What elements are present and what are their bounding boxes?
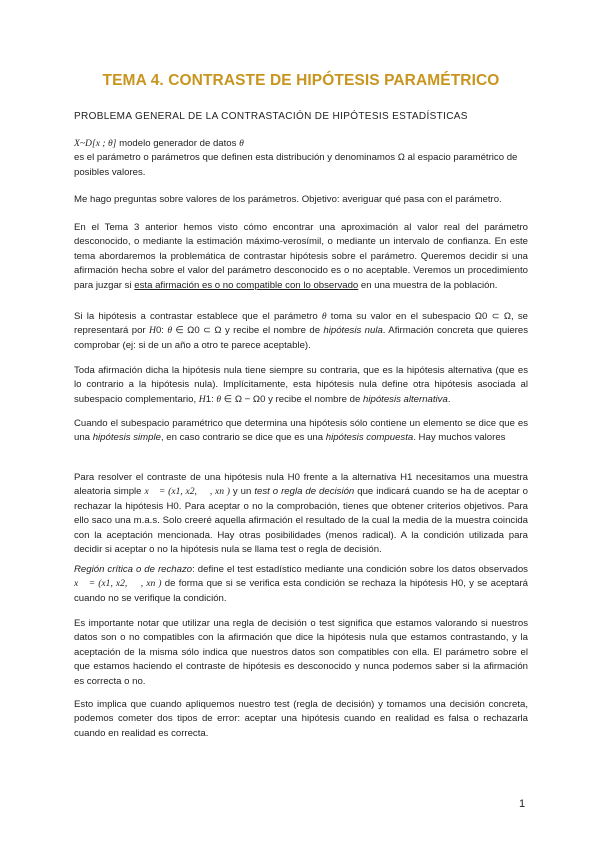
null-text-e: . Afirmación concreta que quieres comprobar (ej: si de un año a otro te parece aceptable). — [74, 325, 528, 351]
model-description: es el parámetro o parámetros que definen esta distribución y denominamos Ω al espacio paramétrico de posibles valores. — [74, 152, 518, 178]
page-number: 1 — [519, 798, 526, 810]
rule-text-b: y un — [229, 486, 255, 498]
null-theta-2: θ — [167, 325, 173, 337]
paragraph-error-types: Esto implica que cuando apliquemos nuestro test (regla de decisión) y tomamos una decisión concreta, podemos cometer dos tipos de error: aceptar una hipótesis cuando en realidad es falsa o rechazarla cuando en realidad es correcta. — [74, 699, 528, 739]
composite-term: hipótesis compuesta — [325, 432, 414, 444]
critical-text-b: de forma que si se verifica esta condición se rechaza la hipótesis H0, y se aceptará cuando no se verifique la condición. — [74, 578, 528, 604]
rule-sample-vector: x⃗ = (x1, x2, ⋯ , xn ) — [144, 486, 230, 498]
intro-text-a: En el Tema 3 anterior hemos visto cómo encontrar una aproximación al valor real del parámetro desconocido, o mediante la estimación máximo-verosímil, o mediante un intervalo de confianza. En este tema abordaremos la problemática de contrastar hipótesis sobre el parámetro. Queremos decidir si una afirmación hecha sobre el valor del parámetro desconocido es o no aceptable. Veremos un procedimiento para juzgar si — [74, 222, 528, 291]
paragraph-alternative-hypothesis — [74, 364, 528, 407]
model-definition — [74, 137, 528, 180]
alt-text-c: ∈ Ω − Ω0 y recibe el nombre de — [221, 393, 364, 405]
section-heading: PROBLEMA GENERAL DE LA CONTRASTACIÓN DE HIPÓTESIS ESTADÍSTICAS — [74, 111, 468, 122]
rule-text-a: Para resolver el contraste de una hipótesis nula H0 frente a la alternativa H1 necesitamos una muestra aleatoria simple — [74, 472, 528, 498]
model-text: modelo generador de datos — [116, 138, 240, 149]
rule-text-c: que indicará cuando se ha de aceptar o rechazar la hipótesis H0. Para aceptar o no la comprobación, tienes que obtener criterios objetivos. Para ello saco una m.a.s. Solo creeré aquella afirmación el resultado de la cual la media de la muestra coincida con la aceptación mencionada. Hay otras posibilidades (menos radical). A la condición utilizada para decidir si aceptar o no la hipótesis nula se llama test o regla de decisión. — [74, 486, 529, 556]
alt-text-b: 1: — [205, 393, 217, 405]
rule-term: test o regla de decisión — [254, 486, 355, 498]
simple-text-c: . Hay muchos valores — [413, 432, 506, 444]
null-theta: θ — [321, 311, 327, 322]
paragraph-important-note: Es importante notar que utilizar una regla de decisión o test significa que estamos valorando si nuestros datos son o no compatibles con la afirmación que dice la hipótesis nula que estamos contrastando, y la aceptación de la misma sólo indica que nuestros datos son compatibles con ella. El parámetro sobre el que estamos haciendo el contraste de hipótesis es desconocido y nunca podemos saber si la afirmación es correcta o no. — [74, 618, 528, 687]
simple-text-b: , en caso contrario se dice que es una — [160, 432, 326, 444]
simple-text-a: Cuando el subespacio paramétrico que determina una hipótesis sólo contiene un elemento se dice que es una — [74, 418, 528, 444]
critical-text-a: : define el test estadístico mediante una condición sobre los datos observados — [192, 564, 528, 575]
simple-term: hipótesis simple — [92, 432, 161, 444]
null-text-a: Si la hipótesis a contrastar establece que el parámetro — [74, 311, 322, 322]
document-title: TEMA 4. CONTRASTE DE HIPÓTESIS PARAMÉTRICO — [102, 72, 500, 89]
null-text-b: toma su valor en el subespacio Ω0 ⊂ Ω, se representará por — [74, 311, 528, 337]
null-h: H — [149, 325, 156, 337]
model-formula: X~D[x ; θ] — [74, 138, 117, 149]
paragraph-critical-region — [74, 563, 528, 606]
null-term: hipótesis nula — [323, 325, 383, 337]
alt-text-d: . — [447, 393, 451, 405]
null-text-c: 0: — [155, 325, 168, 337]
alt-term: hipótesis alternativa — [363, 393, 448, 405]
critical-region-term: Región crítica o de rechazo — [74, 564, 193, 575]
intro-text-b: en una muestra de la población. — [358, 279, 498, 291]
paragraph-decision-rule — [74, 471, 528, 557]
paragraph-objective: Me hago preguntas sobre valores de los parámetros. Objetivo: averiguar qué pasa con el parámetro. — [74, 194, 502, 205]
paragraph-simple-composite — [74, 417, 528, 446]
intro-underlined: esta afirmación es o no compatible con lo observado — [134, 279, 359, 291]
alt-text-a: Toda afirmación dicha la hipótesis nula tiene siempre su contraria, que es la hipótesis alternativa (que es lo contrario a la hipótesis nula). Implícitamente, esta hipótesis nula define otra hipótesis asociada al subespacio complementario, — [74, 365, 528, 405]
paragraph-null-hypothesis — [74, 310, 528, 353]
null-text-d: ∈ Ω0 ⊂ Ω y recibe el nombre de — [172, 325, 324, 337]
alt-theta: θ — [216, 393, 222, 405]
paragraph-intro — [74, 221, 528, 293]
alt-h: H — [198, 393, 206, 405]
critical-sample-vector: x⃗ = (x1, x2, ⋯ , xn ) — [74, 578, 162, 590]
model-theta: θ — [239, 138, 244, 149]
